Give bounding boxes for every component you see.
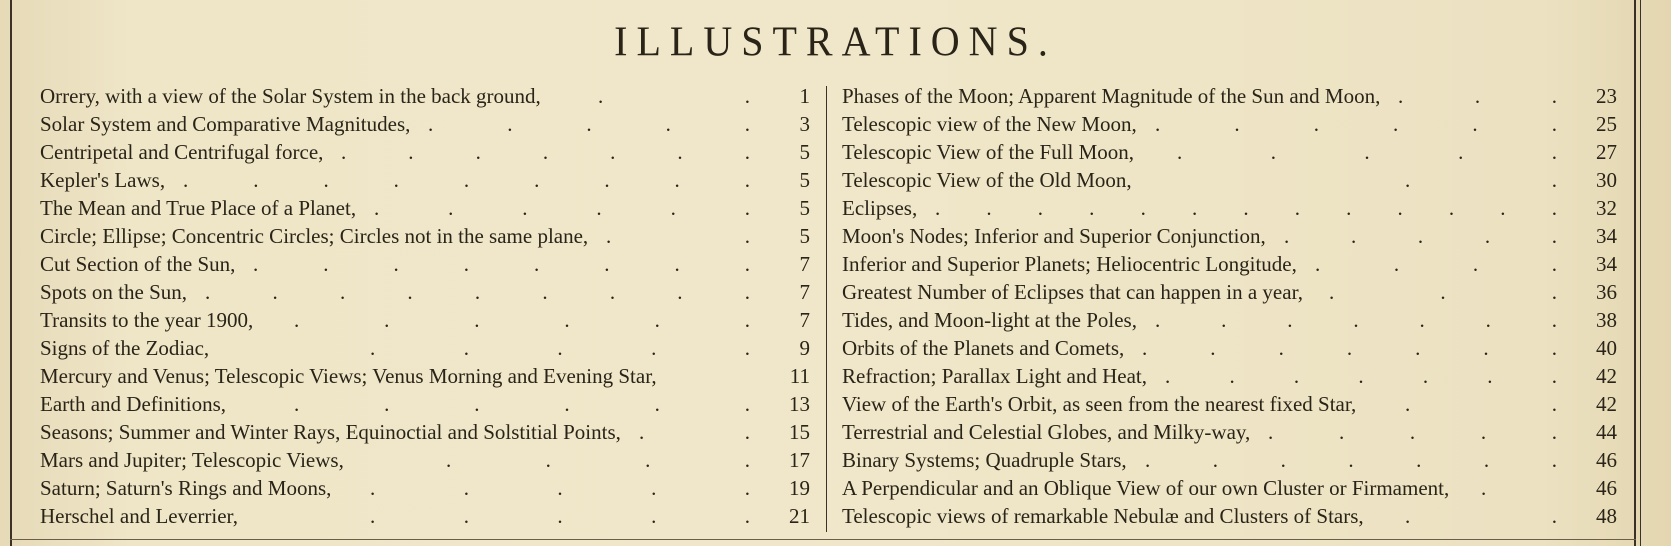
dot-leader: . . . <box>1398 84 1557 108</box>
contents-entry <box>842 418 1617 446</box>
bottom-border-rule <box>10 539 1636 540</box>
entry-title: Phases of the Moon; Apparent Magnitude of the Sun and Moon, <box>842 84 1381 108</box>
dot-leader: . . . . . . . . . . . . . <box>935 196 1557 220</box>
contents-entry <box>842 306 1617 334</box>
entry-title: Orrery, with a view of the Solar System in the back ground, <box>40 84 541 108</box>
entry-page-number: 19 <box>789 476 810 500</box>
entry-page-number: 25 <box>1596 112 1617 136</box>
contents-entry <box>842 502 1617 530</box>
entry-page-number: 9 <box>799 336 810 360</box>
contents-entry <box>842 166 1617 194</box>
contents-entry <box>842 222 1617 250</box>
entry-title: Telescopic View of the Old Moon, <box>842 168 1132 192</box>
dot-leader: . . <box>598 84 750 108</box>
contents-entry <box>40 474 810 502</box>
entry-title: Earth and Definitions, <box>40 392 227 416</box>
dot-leader: . <box>1481 476 1487 500</box>
entry-page-number: 5 <box>799 224 810 248</box>
dot-leader: . . . . . . <box>294 308 750 332</box>
contents-entry <box>842 362 1617 390</box>
dot-leader: . . . . <box>446 448 750 472</box>
right-column <box>842 82 1617 530</box>
entry-title: Saturn; Saturn's Rings and Moons, <box>40 476 332 500</box>
entry-title: Refraction; Parallax Light and Heat, <box>842 364 1147 388</box>
entry-title: Mercury and Venus; Telescopic Views; Venus Morning and Evening Star, <box>40 364 657 388</box>
entry-page-number: 23 <box>1596 84 1617 108</box>
entry-page-number: 42 <box>1596 392 1617 416</box>
entry-page-number: 34 <box>1596 252 1617 276</box>
contents-entry <box>842 334 1617 362</box>
dot-leader: . . <box>1405 168 1557 192</box>
entry-page-number: 7 <box>799 280 810 304</box>
contents-entry <box>40 250 810 278</box>
entry-title: A Perpendicular and an Oblique View of our own Cluster or Firmament, <box>842 476 1450 500</box>
entry-page-number: 36 <box>1596 280 1617 304</box>
entry-title: Seasons; Summer and Winter Rays, Equinoctial and Solstitial Points, <box>40 420 621 444</box>
entry-page-number: 5 <box>799 196 810 220</box>
entry-title: Kepler's Laws, <box>40 168 166 192</box>
entry-page-number: 15 <box>789 420 810 444</box>
entry-page-number: 46 <box>1596 476 1617 500</box>
entry-title: Herschel and Leverrier, <box>40 504 238 528</box>
entry-title: Telescopic view of the New Moon, <box>842 112 1137 136</box>
contents-entry <box>842 474 1617 502</box>
dot-leader: . . . . . <box>428 112 750 136</box>
entry-page-number: 30 <box>1596 168 1617 192</box>
entry-title: Tides, and Moon-light at the Poles, <box>842 308 1137 332</box>
dot-leader: . . . . . . . . . <box>183 168 750 192</box>
page-title: ILLUSTRATIONS. <box>614 17 1057 66</box>
dot-leader: . . . . <box>1315 252 1557 276</box>
contents-entry <box>40 166 810 194</box>
entry-page-number: 5 <box>799 168 810 192</box>
entry-title: Telescopic View of the Full Moon, <box>842 140 1135 164</box>
dot-leader <box>675 362 750 390</box>
entry-page-number: 46 <box>1596 448 1617 472</box>
dot-leader: . . <box>1405 504 1557 528</box>
entry-page-number: 5 <box>799 140 810 164</box>
contents-entry <box>842 194 1617 222</box>
entry-title: Signs of the Zodiac, <box>40 336 210 360</box>
contents-entry <box>842 138 1617 166</box>
contents-entry <box>842 82 1617 110</box>
entry-title: Eclipses, <box>842 196 918 220</box>
entry-title: Cut Section of the Sun, <box>40 252 236 276</box>
dot-leader: . . . . . . . <box>1145 448 1557 472</box>
entry-title: Inferior and Superior Planets; Heliocentric Longitude, <box>842 252 1297 276</box>
entry-page-number: 11 <box>789 364 810 388</box>
column-divider <box>826 86 827 532</box>
dot-leader: . . <box>639 420 750 444</box>
entry-title: Solar System and Comparative Magnitudes, <box>40 112 411 136</box>
entry-page-number: 7 <box>799 252 810 276</box>
dot-leader: . . . <box>1329 280 1557 304</box>
entry-page-number: 1 <box>799 84 810 108</box>
dot-leader: . . . . . . . <box>1142 336 1557 360</box>
dot-leader: . . . . . . <box>1155 112 1557 136</box>
dot-leader: . . . . . <box>370 504 750 528</box>
left-border-rule <box>10 0 12 546</box>
entry-page-number: 17 <box>789 448 810 472</box>
contents-entry <box>40 194 810 222</box>
dot-leader: . . . . . . <box>374 196 750 220</box>
entry-page-number: 48 <box>1596 504 1617 528</box>
entry-page-number: 44 <box>1596 420 1617 444</box>
contents-entry <box>40 334 810 362</box>
entry-page-number: 42 <box>1596 364 1617 388</box>
entry-title: Moon's Nodes; Inferior and Superior Conjunction, <box>842 224 1266 248</box>
contents-entry <box>842 110 1617 138</box>
entry-page-number: 38 <box>1596 308 1617 332</box>
dot-leader: . . <box>606 224 750 248</box>
dot-leader: . . . . . . . . <box>253 252 750 276</box>
contents-entry <box>40 446 810 474</box>
dot-leader: . . . . . . . <box>1165 364 1557 388</box>
contents-entry <box>842 278 1617 306</box>
entry-title: The Mean and True Place of a Planet, <box>40 196 357 220</box>
entry-page-number: 27 <box>1596 140 1617 164</box>
entry-title: View of the Earth's Orbit, as seen from the nearest fixed Star, <box>842 392 1357 416</box>
contents-entry <box>842 446 1617 474</box>
entry-page-number: 3 <box>799 112 810 136</box>
entry-title: Orbits of the Planets and Comets, <box>842 336 1125 360</box>
entry-page-number: 21 <box>789 504 810 528</box>
contents-entry <box>842 390 1617 418</box>
right-border-rule <box>1634 0 1636 546</box>
entry-title: Mars and Jupiter; Telescopic Views, <box>40 448 344 472</box>
dot-leader: . . . . . <box>370 476 750 500</box>
right-border-rule-inner <box>1640 0 1641 546</box>
entry-title: Centripetal and Centrifugal force, <box>40 140 324 164</box>
entry-page-number: 13 <box>789 392 810 416</box>
contents-entry <box>40 222 810 250</box>
contents-entry <box>842 250 1617 278</box>
dot-leader: . . . . . . . <box>341 140 750 164</box>
entry-title: Spots on the Sun, <box>40 280 188 304</box>
dot-leader: . . . . . <box>1268 420 1557 444</box>
entry-page-number: 40 <box>1596 336 1617 360</box>
entry-page-number: 34 <box>1596 224 1617 248</box>
left-column <box>40 82 810 530</box>
entry-title: Terrestrial and Celestial Globes, and Milky-way, <box>842 420 1251 444</box>
dot-leader: . . . . . . <box>294 392 750 416</box>
dot-leader: . . . . . . . <box>1155 308 1557 332</box>
contents-entry <box>40 110 810 138</box>
entry-title: Binary Systems; Quadruple Stars, <box>842 448 1127 472</box>
entry-title: Greatest Number of Eclipses that can happen in a year, <box>842 280 1303 304</box>
dot-leader: . . . . . <box>1177 140 1557 164</box>
contents-entry <box>40 306 810 334</box>
entry-title: Transits to the year 1900, <box>40 308 254 332</box>
contents-entry <box>40 418 810 446</box>
contents-entry <box>40 82 810 110</box>
dot-leader: . . . . . . . . . <box>205 280 750 304</box>
dot-leader: . . . . . <box>370 336 750 360</box>
entry-page-number: 7 <box>799 308 810 332</box>
dot-leader: . . <box>1405 392 1557 416</box>
contents-entry <box>40 362 810 390</box>
contents-entry <box>40 138 810 166</box>
contents-entry <box>40 278 810 306</box>
contents-entry <box>40 502 810 530</box>
entry-title: Circle; Ellipse; Concentric Circles; Circles not in the same plane, <box>40 224 589 248</box>
dot-leader: . . . . . <box>1284 224 1557 248</box>
contents-entry <box>40 390 810 418</box>
entry-page-number: 32 <box>1596 196 1617 220</box>
entry-title: Telescopic views of remarkable Nebulæ and Clusters of Stars, <box>842 504 1364 528</box>
